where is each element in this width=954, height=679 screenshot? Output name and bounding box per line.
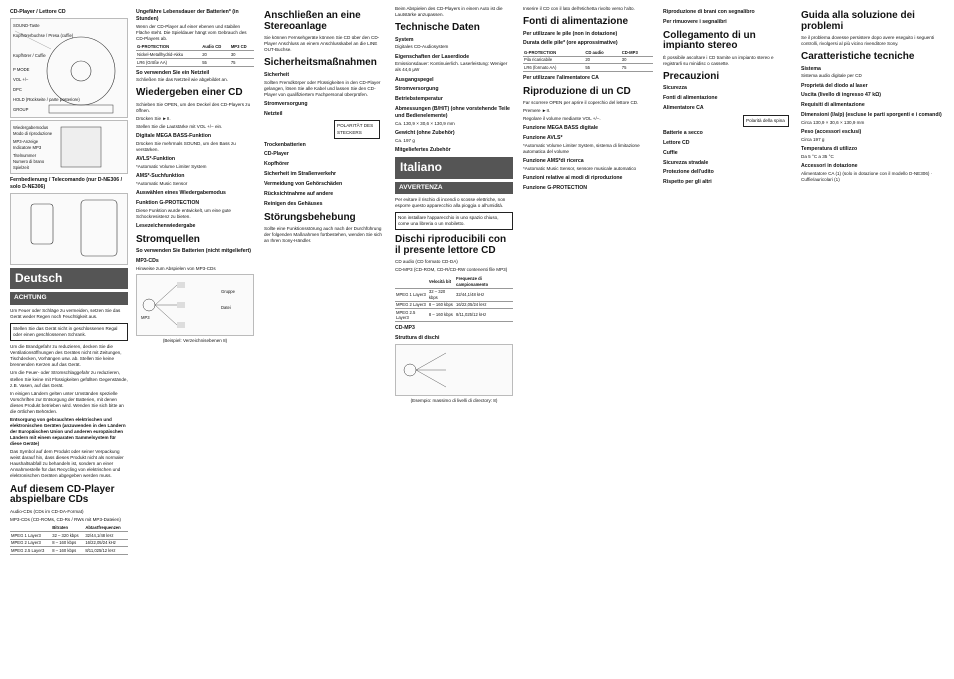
road-safety-title: Sicherheit im Straßenverkehr xyxy=(264,171,337,178)
headphones-title-it: Cuffie xyxy=(663,149,678,156)
step-3: Stellen Sie die Lautstärke mit VOL +/− ein. xyxy=(136,124,223,130)
megabass-title: Digitale MEGA BASS-Funktion xyxy=(136,133,212,140)
weight-text-it: Circa 197 g xyxy=(801,136,825,142)
cd-player-title: CD-Player xyxy=(264,151,289,158)
laser-title-it: Proprietà del diodo al laser xyxy=(801,82,868,89)
cabinet-warning-it: Non installare l'apparecchio in uno spazio chiuso, come una libreria o un mobiletto. xyxy=(395,212,513,230)
mp3-text: Hinweise zum Abspielen von MP3-CDs xyxy=(136,265,216,271)
label-group: GROUP xyxy=(13,106,29,112)
weee-title: Entsorgung von gebrauchten elektrischen und elektronischen Geräten (anzuwenden in den Ländern der Europäischen Union und anderen europäischen Ländern mit einem separaten Sammelsystem für diese Geräte) xyxy=(10,416,126,447)
ams-title: AMS*-Suchfunktion xyxy=(136,173,185,180)
troubleshooting-title: Störungsbehebung xyxy=(264,211,356,223)
mp3-title: MP3-CDs xyxy=(136,258,159,265)
dimensions-text-it: Circa 130,9 × 30,6 × 130,9 mm xyxy=(801,119,865,125)
stereo-title-it: Collegamento di un impianto stereo xyxy=(663,29,756,52)
stereo-title: Anschließen an eine Stereoanlage xyxy=(264,10,361,32)
insert-note: Inserire il CD con il lato dell'etichetta rivolto verso l'alto. xyxy=(523,6,635,11)
weee-text: Das Symbol auf dem Produkt oder seiner Verpackung weist darauf hin, dass dieses Produkt nicht als normaler Haushaltsabfall zu behandeln ist, sondern an einer Annahmestelle für das Recycling von elektrischen und elektronischen Geräten abgegeben werden muss. xyxy=(10,449,124,479)
label-playmode-it: Modo di riproduzione xyxy=(13,130,53,136)
play-cd-title-it: Riproduzione di un CD xyxy=(523,85,631,97)
column-2 xyxy=(136,6,254,346)
stereo-text: Sie können Fernsehgeräte können Sie CD über den CD-Player Anschluss an einem Anschlusskabel an die LINE OUT-Buchse. xyxy=(264,35,380,53)
structure-figure xyxy=(395,344,513,396)
accessories-title: Mitgeliefertes Zubehör xyxy=(395,146,451,153)
table-row: MPEG 2 Layer3 8 – 160 kbps 16/22,05/24 kHz xyxy=(10,539,128,547)
label-headphones: Kopfhörer / Cuffie xyxy=(13,52,46,58)
discs-title-it: Dischi riproducibili con il presente lettore CD xyxy=(395,234,507,256)
remote-figure xyxy=(10,193,128,265)
column-6 xyxy=(663,6,793,187)
avls-title-it: Funzione AVLS* xyxy=(523,135,563,142)
avls-text: *Automatic Volume Limiter System xyxy=(136,164,207,170)
table-row: LR6 (Größe AA) 55 75 xyxy=(136,59,254,67)
label-track-it: Numero di brano xyxy=(13,158,45,164)
remote-icon xyxy=(11,194,127,264)
ac-adaptor-title-it: Per utilizzare l'alimentatore CA xyxy=(523,74,599,81)
label-sound: SOUND-Taste xyxy=(13,22,40,28)
safety-title: Sicherheit xyxy=(264,71,290,78)
weight-title-it: Peso (accessori esclusi) xyxy=(801,129,862,136)
temp-title-it: Temperatura di utilizzo xyxy=(801,145,858,152)
folder-tree-icon xyxy=(137,275,253,335)
consideration-title-it: Rispetto per gli altri xyxy=(663,179,712,186)
disc-item: CD-MP3 (CD-ROM, CD-R/CD-RW contenenti file MP3) xyxy=(395,267,508,273)
disc-item: Audio-CDs (CDs im CD-DA-Format) xyxy=(10,508,84,514)
power-sources-title-it: Fonti di alimentazione xyxy=(663,95,718,102)
consideration-title: Rücksichtnahme auf andere xyxy=(264,190,334,197)
label-playmode: Wiedergabemodus xyxy=(13,124,49,130)
table-row: MPEG 2.5 Layer3 8 – 160 kbps 8/11,025/12 kHz xyxy=(10,547,128,555)
dry-batteries-title: Trockenbatterien xyxy=(264,141,306,148)
adaptor-title-it: Alimentatore CA xyxy=(663,105,704,112)
adaptor-title: Netzteil xyxy=(264,110,283,117)
label-group: Gruppe xyxy=(221,289,235,295)
power-req-title-it: Requisiti di alimentazione xyxy=(801,102,865,109)
ac-adaptor-title: So verwenden Sie ein Netzteil xyxy=(136,69,210,76)
achtung-header: ACHTUNG xyxy=(10,292,128,305)
polarity-box-it: Polarità della spina xyxy=(743,115,789,127)
player-figure xyxy=(10,18,128,118)
label-dpc: DPC xyxy=(13,86,22,92)
play-cd-title: Wiedergeben einer CD xyxy=(136,87,243,99)
playmode-title-it: Funzioni relative ai modi di riproduzione xyxy=(523,175,623,182)
hearing-title-it: Protezione dell'udito xyxy=(663,169,714,176)
mp3-structure-figure xyxy=(136,274,254,336)
step-2: Premere ►II. xyxy=(523,108,551,114)
avls-text-it: *Automatic Volume Limiter System, sistema di limitazione automatica del volume xyxy=(523,143,640,155)
specs-title: Technische Daten xyxy=(395,22,480,34)
bookmark-title: Lesezeichenwiedergabe xyxy=(136,222,196,229)
batteries-title: So verwenden Sie Batterien (nicht mitgeliefert) xyxy=(136,248,252,255)
label-mp3: MP3 xyxy=(141,315,150,321)
playmode-title: Auswählen eines Wiedergabemodus xyxy=(136,190,226,197)
ac-adaptor-text: Schließen Sie das Netzteil wie abgebildet an. xyxy=(136,77,228,83)
temp-title: Betriebstemperatur xyxy=(395,96,443,103)
column-5 xyxy=(523,6,653,193)
weight-title: Gewicht (ohne Zubehör) xyxy=(395,129,455,136)
label-pmode: P MODE xyxy=(13,66,30,72)
accessories-title-it: Accessori in dotazione xyxy=(801,162,858,169)
dimensions-title: Abmessungen (B/H/T) (ohne vorstehende Teile und Bedienelemente) xyxy=(395,106,510,119)
precautions-title-it: Precauzioni xyxy=(663,70,720,82)
temp-text-it: Da 5 °C a 35 °C xyxy=(801,153,834,159)
label-hold: HOLD (Rückseite / parte posteriore) xyxy=(13,96,80,102)
accessories-text-it: Alimentatore CA (1) (solo in dotazione con il modello D-NE306) · Cuffie/auricolari (1) xyxy=(801,170,933,182)
system-text-it: Sistema audio digitale per CD xyxy=(801,73,862,79)
table-row: MPEG 1 Layer3 32 – 320 kbps 32/44,1/48 kHz xyxy=(10,532,128,540)
ams-text-it: *Automatic Music Sensor, sensore musicale automatico xyxy=(523,166,637,172)
step-1: Far scorrere OPEN per aprire il coperchio del lettore CD. xyxy=(523,100,639,106)
weight-text: Ca. 197 g xyxy=(395,137,415,143)
step-3: Regolare il volume mediante VOL +/−. xyxy=(523,116,601,122)
laser-text: Emissionsdauer: Kontinuierlich. Laserleistung: Weniger als 44,6 µW xyxy=(395,61,508,73)
ventilation-text: Um die Brandgefahr zu reduzieren, decken Sie die Ventilationsöffnungen des Gerätes nicht mit Zeitungen, Tischdecken, Vorhängen usw. ab. Stellen Sie keine brennenden Kerzen auf das Gerät. xyxy=(10,344,122,368)
hearing-title: Vermeidung von Gehörschäden xyxy=(264,181,343,188)
battery-life-title: Ungefähre Lebensdauer der Batterien* (in Stunden) xyxy=(136,9,239,22)
megabass-text: Drücken Sie mehrmals SOUND, um den Bass zu verstärken. xyxy=(136,141,236,153)
power-title-it: Fonti di alimentazione xyxy=(523,16,629,28)
figure-caption-it: (Esempio: massimo di livelli di directory: 8) xyxy=(410,398,498,403)
table-row: Pila ricaricabile 20 30 xyxy=(523,56,653,64)
gprotection-title-it: Funzione G-PROTECTION xyxy=(523,185,587,192)
megabass-title-it: Funzione MEGA BASS digitale xyxy=(523,125,599,132)
table-row: MPEG 2 Layer3 8 – 160 kbps 16/22,05/24 kHz xyxy=(395,301,513,309)
troubleshooting-text: Sollte eine Funktionsstörung auch nach der Durchführung der folgenden Maßnahmen fortbestehen, wenden Sie sich an Ihren Sony-Händler. xyxy=(264,226,382,244)
dimensions-title-it: Dimensioni (l/a/p) (escluse le parti sporgenti e i comandi) xyxy=(801,112,942,119)
bitrate-table-it: Velocità bit Frequenze di campionamento MPEG 1 Layer3 32 – 320 kbps 32/44,1/48 kHz MPEG 2 Layer3 8 – 160 kbps 16/22,05/24 kHz MPEG 2.5 Layer3 8 – 160 kbps 8/11,025/12 kHz xyxy=(395,275,513,322)
power-sources-title: Stromversorgung xyxy=(264,100,308,107)
cabinet-warning: Stellen Sie das Gerät nicht in geschlossenen Regal oder einen geschlossenen Schrank. xyxy=(10,323,128,341)
table-row: Nickel-Metallhydrid-Akku 20 30 xyxy=(136,51,254,59)
bookmark-title-it: Riproduzione di brani con segnalibro xyxy=(663,9,755,15)
table-row: MPEG 2.5 Layer3 8 – 160 kbps 8/11,025/12 kHz xyxy=(395,309,513,322)
disc-item: CD audio (CD formato CD-DA) xyxy=(395,259,458,265)
figure-caption: (Beispiel: Verzeichnisebenen 8) xyxy=(162,338,228,344)
table-row: LR6 (formato AA) 55 75 xyxy=(523,64,653,72)
output-title-it: Uscita (livello di ingresso 47 kΩ) xyxy=(801,92,881,99)
remove-bookmark-title: Per rimuovere i segnalibri xyxy=(663,18,727,25)
section-italiano: Italiano xyxy=(395,157,513,179)
safety-title-it: Sicurezza xyxy=(663,85,687,92)
cd-player-title-it: Lettore CD xyxy=(663,139,690,146)
cdmp3-title: CD-MP3 xyxy=(395,325,415,332)
label-jack: Kopfhörerbuchse / Presa (cuffie) xyxy=(13,32,74,38)
specs-title-it: Caratteristiche tecniche xyxy=(801,51,915,63)
column-3 xyxy=(264,6,382,246)
liquid-text: Um die Feuer- oder Stromschlaggefahr zu reduzieren, stellen Sie keine mit Flüssigkeiten gefüllten Gegenstände, z.B. Vasen, auf das Gerät. xyxy=(10,370,128,388)
system-text: Digitales CD-Audiosystem xyxy=(395,44,449,50)
table-row: MPEG 1 Layer3 32 – 320 kbps 32/44,1/48 kHz xyxy=(395,288,513,301)
troubleshooting-title-it: Guida alla soluzione dei problemi xyxy=(801,10,915,32)
batteries-title-it: Per utilizzare le pile (non in dotazione) xyxy=(523,30,618,37)
column-7 xyxy=(801,6,945,185)
figure-title: CD-Player / Lettore CD xyxy=(10,9,66,15)
battery-life-table-it: G-PROTECTION CD audio CD-MP3 Pila ricaricabile 20 30 LR6 (formato AA) 55 75 xyxy=(523,49,653,72)
system-title: System xyxy=(395,36,414,43)
label-mp3: MP3-Anzeige xyxy=(13,138,39,144)
output-title: Ausgangspegel xyxy=(395,76,434,83)
gprotection-title: Funktion G-PROTECTION xyxy=(136,199,200,206)
car-note: Beim Abspielen des CD-Players in einem Auto ist die Lautstärke anzupassen. xyxy=(395,6,503,18)
safety-text: Sollten Fremdkörper oder Flüssigkeiten in den CD-Player gelangen, lösen Sie alle Kabel und lassen Sie den CD-Player von qualifiziertem Fachpersonal überprüfen. xyxy=(264,79,381,97)
headphones-title: Kopfhörer xyxy=(264,161,290,168)
power-req-title: Stromversorgung xyxy=(395,86,439,93)
label-track: Titelnummer xyxy=(13,152,37,158)
section-deutsch: Deutsch xyxy=(10,268,128,290)
road-safety-title-it: Sicurezza stradale xyxy=(663,159,709,166)
avls-title: AVLS*-Funktion xyxy=(136,156,176,163)
ams-title-it: Funzione AMS*di ricerca xyxy=(523,158,584,165)
avvertenza-text: Per evitare il rischio di incendi o scosse elettriche, non esporre questo apparecchio alla pioggia o all'umidità. xyxy=(395,197,506,209)
dimensions-text: Ca. 130,9 × 30,6 × 130,9 mm xyxy=(395,120,455,126)
step-1: Schieben Sie OPEN, um den Deckel des CD-Players zu öffnen. xyxy=(136,101,251,114)
battery-life-table: G-PROTECTION Audio CD MP3 CD Nickel-Metallhydrid-Akku 20 30 LR6 (Größe AA) 55 75 xyxy=(136,44,254,67)
battery-life-title-it: Durata delle pile* (ore approssimative) xyxy=(523,40,618,47)
cleaning-title: Reinigen des Gehäuses xyxy=(264,200,323,207)
display-figure xyxy=(10,120,128,174)
dry-batteries-title-it: Batterie a secco xyxy=(663,129,703,136)
remote-title: Fernbedienung / Telecomando (nur D-NE306 / solo D-NE306) xyxy=(10,176,123,190)
achtung-text: Um Feuer oder Schläge zu vermeiden, setzen Sie das Gerät weder Regen noch Feuchtigkeit aus. xyxy=(10,307,121,320)
polarity-box: POLARITÄT DES STECKERS xyxy=(334,120,380,138)
gprotection-text: Diese Funktion wurde entwickelt, um eine gute Schockresistenz zu bieten. xyxy=(136,207,231,219)
label-vol: VOL +/− xyxy=(13,76,29,82)
ams-text: *Automatic Music Sensor xyxy=(136,180,188,186)
label-file: Datei xyxy=(221,305,231,311)
label-mp3-it: Indicatore MP3 xyxy=(13,144,42,150)
disc-item: MP3-CDs (CD-ROMs, CD-Rs / RWs mit MP3-Dateien) xyxy=(10,516,121,522)
column-1 xyxy=(10,6,128,557)
folder-tree-icon xyxy=(396,345,512,395)
bitrate-table: Bitraten Abtastfrequenzen MPEG 1 Layer3 32 – 320 kbps 32/44,1/48 kHz MPEG 2 Layer3 8 – 160 kbps 16/22,05/24 kHz MPEG 2.5 Layer3 8 – 160 kbps 8/11,025/12 kHz xyxy=(10,525,128,555)
troubleshooting-text-it: Se il problema dovesse persistere dopo avere eseguito i seguenti controlli, rivolgersi al più vicino rivenditore Sony. xyxy=(801,35,935,47)
laser-title: Eigenschaften der Laserdiode xyxy=(395,53,470,60)
power-title: Stromquellen xyxy=(136,233,200,245)
discs-title: Auf diesem CD-Player abspielbare CDs xyxy=(10,483,115,506)
battery-disposal-text: In einigen Ländern gelten unter Umständen spezielle Vorschriften zur Entsorgung der Batterien, mit denen dieses Produkt betrieben wird. Wenden Sie sich bitte an die örtlichen Behörden. xyxy=(10,390,124,414)
structure-title: Struttura di dischi xyxy=(395,335,440,342)
step-2: Drücken Sie ►II. xyxy=(136,116,171,122)
avvertenza-header: AVVERTENZA xyxy=(395,182,513,195)
label-time: Spielzeit xyxy=(13,164,29,170)
column-4 xyxy=(395,6,513,406)
stereo-text-it: È possibile ascoltare i CD tramite un impianto stereo e registrarli su minidisc o cassette. xyxy=(663,54,774,66)
system-title-it: Sistema xyxy=(801,65,821,72)
precautions-title: Sicherheitsmaßnahmen xyxy=(264,57,377,69)
battery-life-note: Wenn der CD-Player auf einer ebenen und stabilen Fläche steht. Die Spieldauer hängt vom Gebrauch des CD-Players ab. xyxy=(136,23,247,41)
